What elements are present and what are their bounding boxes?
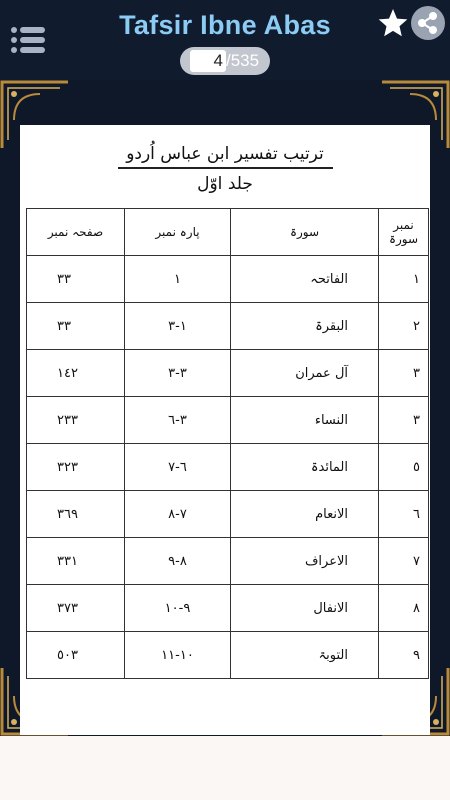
table-row (27, 397, 429, 444)
table-row (27, 491, 429, 538)
cell-number: ٦ (379, 491, 429, 538)
cell-para: ٨-٩ (125, 538, 231, 585)
table-row (27, 350, 429, 397)
cell-surah: البقرۃ (231, 303, 379, 350)
cell-page: ٥٠٣ (27, 632, 125, 679)
cell-page: ٣٧٣ (27, 585, 125, 632)
favorite-button[interactable] (376, 6, 410, 40)
cell-page: ٣٦٩ (27, 491, 125, 538)
share-button[interactable] (411, 6, 445, 40)
cell-surah: الانعام (231, 491, 379, 538)
cell-para: ٩-١٠ (125, 585, 231, 632)
menu-button[interactable] (11, 27, 45, 53)
cell-surah: المائدۃ (231, 444, 379, 491)
cell-page: ٣٣ (27, 303, 125, 350)
table-row (27, 632, 429, 679)
table-row (27, 538, 429, 585)
cell-number: ٣ (379, 397, 429, 444)
cell-number: ٩ (379, 632, 429, 679)
cell-para: ١-٣ (125, 303, 231, 350)
app-title: Tafsir Ibne Abas (119, 10, 331, 40)
cell-para: ١٠-١١ (125, 632, 231, 679)
heading-underline (118, 167, 333, 169)
cell-page: ٣٣١ (27, 538, 125, 585)
table-row (27, 256, 429, 303)
cell-number: ٢ (379, 303, 429, 350)
scanned-page (20, 125, 430, 735)
column-header-surah: سورۃ (231, 209, 379, 256)
menu-icon (11, 27, 17, 33)
cell-number: ٥ (379, 444, 429, 491)
table-row (27, 303, 429, 350)
cell-para: ٣-٦ (125, 397, 231, 444)
cell-surah: التوبۃ (231, 632, 379, 679)
cell-para: ٣-٣ (125, 350, 231, 397)
cell-page: ١٤٢ (27, 350, 125, 397)
cell-surah: الفاتحہ (231, 256, 379, 303)
cell-surah: الانفال (231, 585, 379, 632)
page-heading: ترتیب تفسیر ابن عباس اُردو جلد اوّل (126, 144, 324, 194)
bottom-blank-area (0, 736, 450, 800)
cell-page: ٢٣٣ (27, 397, 125, 444)
column-header-number: نمبر سورۃ (379, 209, 429, 256)
app-bar (0, 0, 450, 80)
table-header-row (27, 209, 429, 256)
column-header-page: صفحہ نمبر (27, 209, 125, 256)
cell-number: ١ (379, 256, 429, 303)
share-icon (411, 6, 445, 40)
cell-number: ٨ (379, 585, 429, 632)
cell-page: ٣٢٣ (27, 444, 125, 491)
page-viewer[interactable] (0, 80, 450, 736)
cell-surah: الاعراف (231, 538, 379, 585)
column-header-para: پارہ نمبر (125, 209, 231, 256)
table-row (27, 444, 429, 491)
surah-index-table (26, 208, 429, 679)
page-number-input[interactable] (190, 50, 226, 72)
cell-surah: النساء (231, 397, 379, 444)
cell-para: ٧-٨ (125, 491, 231, 538)
cell-page: ٣٣ (27, 256, 125, 303)
star-icon (376, 6, 410, 40)
cell-para: ١ (125, 256, 231, 303)
page-total: /535 (226, 51, 260, 70)
table-row (27, 585, 429, 632)
cell-number: ٧ (379, 538, 429, 585)
cell-para: ٦-٧ (125, 444, 231, 491)
cell-number: ٣ (379, 350, 429, 397)
page-indicator (180, 47, 270, 75)
cell-surah: آل عمران (231, 350, 379, 397)
